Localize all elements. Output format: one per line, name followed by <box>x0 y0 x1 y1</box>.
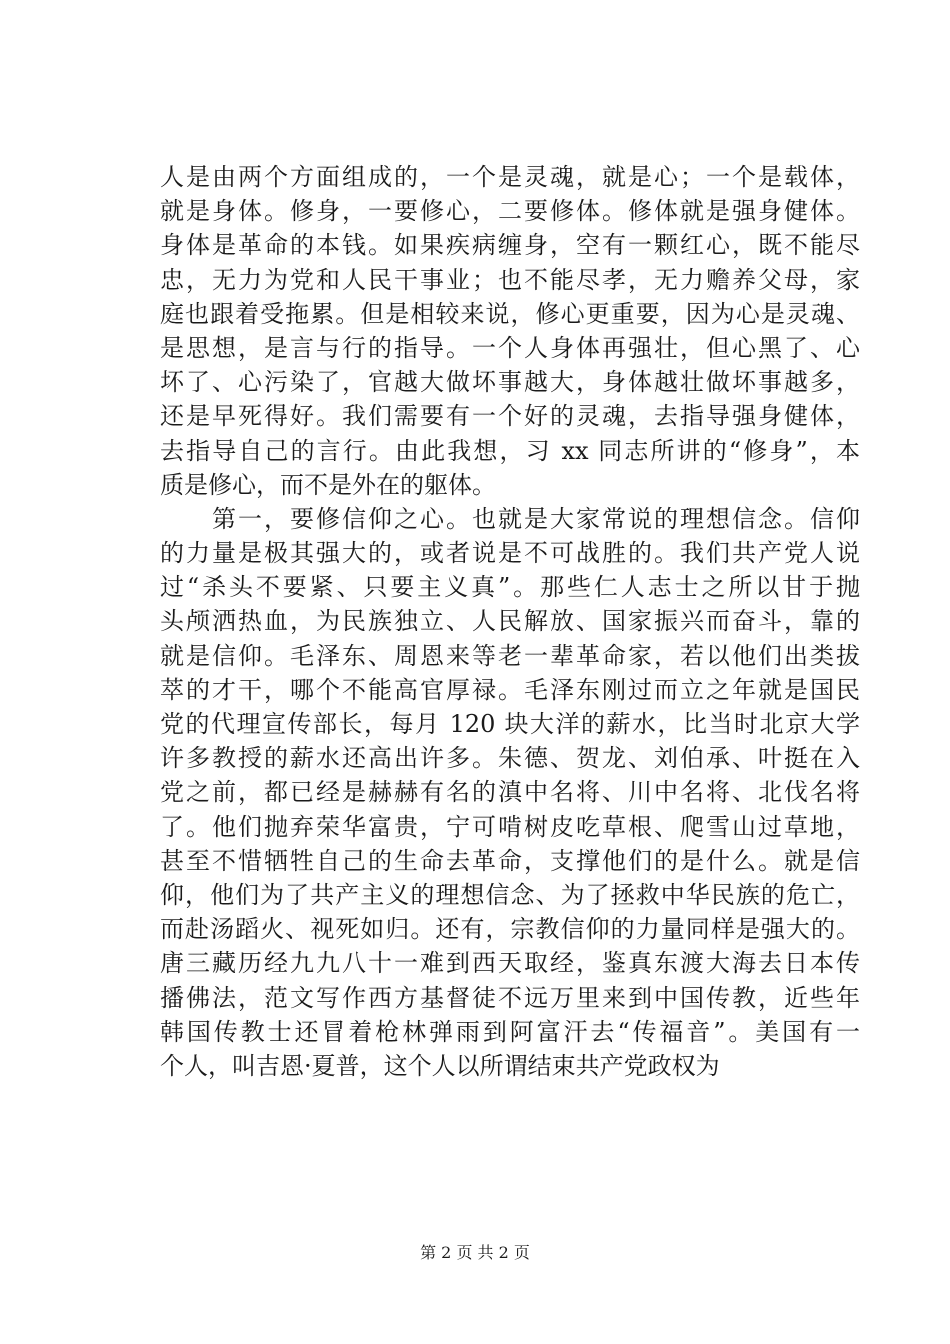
text-line: 党之前，都已经是赫赫有名的滇中名将、川中名将、北伐名将 <box>160 778 860 807</box>
text-line: 而赴汤蹈火、视死如归。还有，宗教信仰的力量同样是强大的。 <box>160 915 860 944</box>
text-line: 忠，无力为党和人民干事业；也不能尽孝，无力赡养父母，家 <box>160 265 860 294</box>
text-line: 庭也跟着受拖累。但是相较来说，修心更重要，因为心是灵魂、 <box>160 299 860 328</box>
text-line: 许多教授的薪水还高出许多。朱德、贺龙、刘伯承、叶挺在入 <box>160 744 860 773</box>
text-line: 身体是革命的本钱。如果疾病缠身，空有一颗红心，既不能尽 <box>160 231 860 260</box>
text-line: 甚至不惜牺牲自己的生命去革命，支撑他们的是什么。就是信 <box>160 846 860 875</box>
text-line: 仰，他们为了共产主义的理想信念、为了拯救中华民族的危亡， <box>160 880 860 909</box>
text-line: 就是信仰。毛泽东、周恩来等老一辈革命家，若以他们出类拔 <box>160 641 860 670</box>
text-line: 萃的才干，哪个不能高官厚禄。毛泽东刚过而立之年就是国民 <box>160 675 860 704</box>
text-line: 过“杀头不要紧、只要主义真”。那些仁人志士之所以甘于抛 <box>160 573 860 602</box>
text-line: 党的代理宣传部长，每月 120 块大洋的薪水，比当时北京大学 <box>160 710 860 738</box>
text-line: 质是修心，而不是外在的躯体。 <box>160 470 496 499</box>
text-line: 还是早死得好。我们需要有一个好的灵魂，去指导强身健体， <box>160 402 860 431</box>
text-line: 个人，叫吉恩·夏普，这个人以所谓结束共产党政权为 <box>160 1051 720 1080</box>
text-line: 韩国传教士还冒着枪林弹雨到阿富汗去“传福音”。美国有一 <box>160 1017 860 1046</box>
text-line: 坏了、心污染了，官越大做坏事越大，身体越壮做坏事越多， <box>160 368 860 397</box>
text-line: 人是由两个方面组成的，一个是灵魂，就是心；一个是载体， <box>160 163 860 191</box>
text-line: 是思想，是言与行的指导。一个人身体再强壮，但心黑了、心 <box>160 333 860 362</box>
text-line: 去指导自己的言行。由此我想，习 xx 同志所讲的“修身”，本 <box>160 436 860 465</box>
text-line: 了。他们抛弃荣华富贵，宁可啃树皮吃草根、爬雪山过草地， <box>160 812 860 841</box>
text-line: 播佛法，范文写作西方基督徒不远万里来到中国传教，近些年 <box>160 983 860 1012</box>
text-line: 头颅洒热血，为民族独立、人民解放、国家振兴而奋斗，靠的 <box>160 607 860 636</box>
page-footer: 第 2 页 共 2 页 <box>420 1243 530 1262</box>
text-line: 的力量是极其强大的，或者说是不可战胜的。我们共产党人说 <box>160 539 860 568</box>
text-line: 唐三藏历经九九八十一难到西天取经，鉴真东渡大海去日本传 <box>160 949 860 978</box>
text-line: 第一，要修信仰之心。也就是大家常说的理想信念。信仰 <box>160 504 860 533</box>
body-text <box>160 160 860 1083</box>
text-line: 就是身体。修身，一要修心，二要修体。修体就是强身健体。 <box>160 197 860 226</box>
